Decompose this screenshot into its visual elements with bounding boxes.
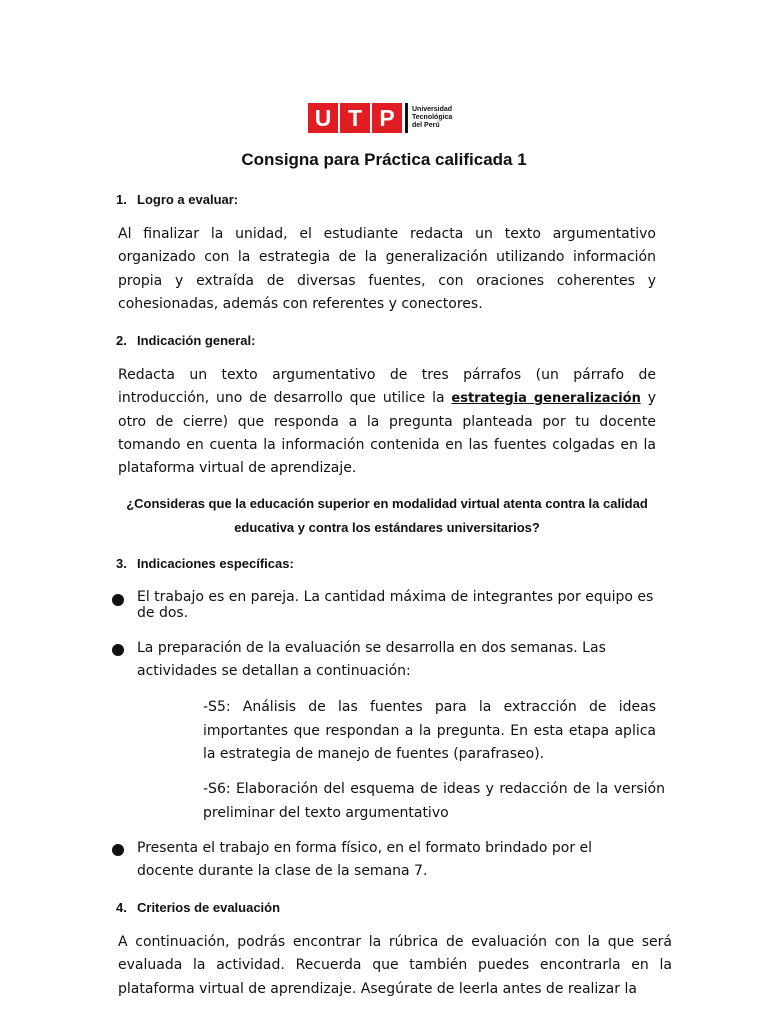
logo-letter-p: P: [372, 103, 402, 133]
guiding-question: ¿Consideras que la educación superior en modalidad virtual atenta contra la calidad educativa y contra los estándares universitarios?: [126, 496, 648, 535]
highlighted-term: estrategia generalización: [451, 391, 641, 407]
section-number: 2.: [116, 333, 127, 348]
logo-letters: [308, 103, 404, 133]
section-4-paragraph: A continuación, podrás encontrar la rúbrica de evaluación con la que será evaluada la actividad. Recuerda que también puedes encontrarla en la plataforma virtual de aprendizaje. Asegúrate de leerla antes de realizar la: [118, 934, 672, 997]
logo-line-1: Universidad: [412, 106, 453, 113]
section-number: 1.: [116, 192, 127, 207]
page-title: Consigna para Práctica calificada 1: [241, 150, 527, 169]
section-title: Criterios de evaluación: [137, 900, 281, 915]
section-heading-4: [116, 900, 280, 915]
sub-item-s5: -S5: Análisis de las fuentes para la extracción de ideas importantes que respondan a la pregunta. En esta etapa aplica la estrategia de manejo de fuentes (parafraseo).: [203, 699, 656, 762]
section-title: Indicación general:: [137, 333, 256, 348]
section-heading-2: [116, 333, 255, 348]
bullet-item-2: La preparación de la evaluación se desarrolla en dos semanas. Las actividades se detallan a continuación:: [137, 640, 606, 679]
utp-logo: [308, 103, 452, 133]
logo-line-3: del Perú: [412, 122, 440, 129]
section-number: 3.: [116, 556, 127, 571]
paragraph-text-a: Redacta un texto argumentativo de tres párrafos (un párrafo de introducción, uno de desarrollo que utilice la: [118, 367, 656, 407]
bullet-item-1: El trabajo es en pareja. La cantidad máxima de integrantes por equipo es de dos.: [137, 589, 654, 621]
paragraph-text-b: y otro de cierre) que responda a la pregunta planteada por tu docente tomando en cuenta la información contenida en las fuentes colgadas en la plataforma virtual de aprendizaje.: [118, 390, 656, 477]
logo-divider: [405, 103, 408, 133]
bullet-dot: [112, 644, 124, 656]
section-title: Indicaciones específicas:: [137, 556, 294, 571]
section-2-paragraph: [118, 364, 656, 480]
logo-letter-u: U: [308, 103, 338, 133]
logo-letter-t: T: [340, 103, 370, 133]
section-heading-1: [116, 192, 238, 207]
section-number: 4.: [116, 900, 127, 915]
section-title: Logro a evaluar:: [137, 192, 239, 207]
section-heading-3: [116, 556, 294, 571]
sub-item-s6: -S6: Elaboración del esquema de ideas y redacción de la versión preliminar del texto argumentativo: [203, 781, 665, 821]
logo-line-2: Tecnológica: [412, 114, 453, 121]
section-1-paragraph: Al finalizar la unidad, el estudiante redacta un texto argumentativo organizado con la estrategia de la generalización utilizando información propia y extraída de diversas fuentes, con oraciones coherentes y cohesionadas, además con referentes y conectores.: [118, 226, 656, 312]
logo-wordmark: [412, 106, 452, 130]
bullet-dot: [112, 844, 124, 856]
bullet-item-3: Presenta el trabajo en forma físico, en el formato brindado por el docente durante la clase de la semana 7.: [137, 840, 593, 879]
bullet-dot: [112, 594, 124, 606]
